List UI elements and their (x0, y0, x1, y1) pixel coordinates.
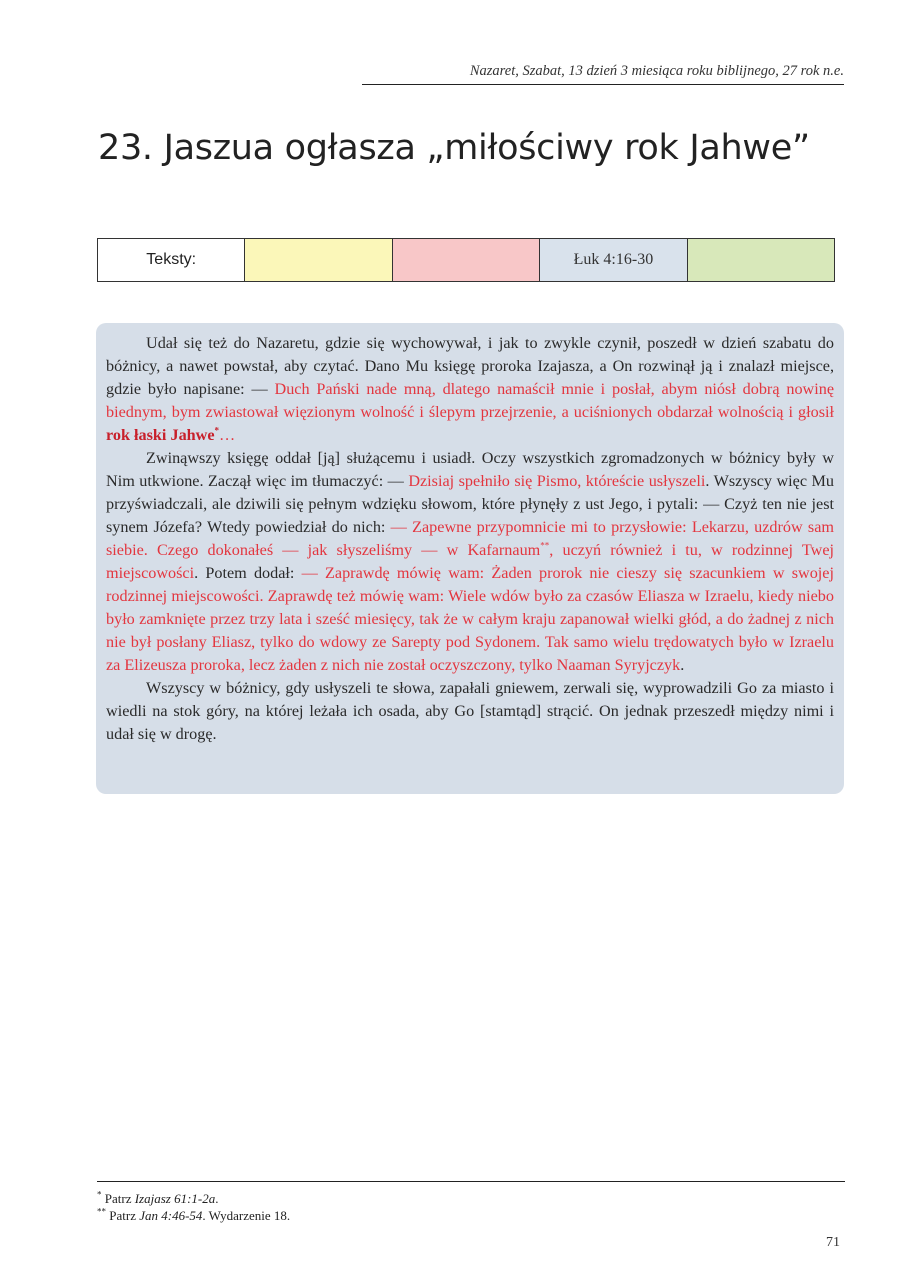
p2-quote-d: — Zaprawdę mówię wam: Żaden prorok nie cieszy się szacunkiem w swojej rodzinnej miejscowości. Zaprawdę też mówię wam: Wiele wdów było za czasów Eliasza w Izraelu, kiedy niebo było zamknięte przez trzy lata i sześć miesięcy, tak że w całym kraju zapanował wielki głód, a do żadnej z nich nie był posłany Eliasz, tylko do wdowy ze Sarepty pod Sydonem. Tak samo wielu trędowatych było w Izraelu za Elizeusza proroka, lecz żaden z nich nie został oczyszczony, tylko Naaman Syryjczyk (106, 564, 834, 674)
footnotes (97, 1190, 845, 1224)
footnote-1-prefix: Patrz (104, 1191, 135, 1206)
p1-ellipsis: … (219, 426, 236, 444)
texts-cell-green (687, 239, 834, 281)
gospel-passage (96, 323, 844, 794)
p1-narration: Udał się też do Nazaretu, gdzie się wychowywał, i jak to zwykle czynił, poszedł w dzień szabatu do bóżnicy, a nawet powstał, aby czytać. Dano Mu księgę proroka Izajasza, a On rozwinął ją i znalazł miejsce, gdzie było napisane: — (106, 334, 834, 398)
p2-narration-b: . Wszyscy więc Mu przyświadczali, ale dziwili się pełnym wdzięku słowom, które płynęły z ust Jego, i pytali: — Czyż ten nie jest synem Józefa? Wtedy powiedział do nich: (106, 472, 834, 536)
footnote-2-reference: Jan 4:46-54 (139, 1208, 203, 1223)
p1-quote: Duch Pański nade mną, dlatego namaścił mnie i posłał, abym niósł dobrą nowinę biednym, bym zwiastował więzionym wolność i ślepym przejrzenie, a uciśnionych obdarzał wolnością i głosił (106, 380, 835, 421)
footnote-mark-2: ** (540, 540, 550, 551)
texts-cell-yellow (244, 239, 391, 281)
footnote-rule (97, 1181, 845, 1182)
texts-cell-pink (392, 239, 539, 281)
p2-quote-a: Dzisiaj spełniło się Pismo, któreście usłyszeli (408, 472, 706, 490)
footnote-1 (97, 1190, 845, 1207)
footnote-2-prefix: Patrz (109, 1208, 140, 1223)
footnote-1-reference: Izajasz 61:1-2a (134, 1191, 216, 1206)
p2-end: . (680, 656, 685, 674)
texts-label-cell (98, 239, 244, 281)
passage-paragraph-1 (106, 332, 834, 447)
texts-cell-luke-reference: Łuk 4:16-30 (573, 251, 654, 268)
footnote-1-suffix: . (215, 1191, 219, 1206)
footnote-2-suffix: . Wydarzenie 18. (202, 1208, 291, 1223)
header-rule (362, 84, 844, 85)
footnote-2 (97, 1207, 845, 1224)
texts-cell-luke (539, 239, 686, 281)
texts-table (97, 238, 835, 282)
p2-narration-c: . Potem dodał: (194, 564, 302, 582)
header-location-date: Nazaret, Szabat, 13 dzień 3 miesiąca roku biblijnego, 27 rok n.e. (469, 63, 844, 79)
footnote-2-mark: ** (97, 1206, 106, 1217)
p2-quote-b: — Zapewne przypomnicie mi to przysłowie: Lekarzu, uzdrów sam siebie. Czego dokonałeś — jak słyszeliśmy — w Kafarnaum (106, 518, 834, 559)
p2-narration-a: Zwinąwszy księgę oddał [ją] służącemu i usiadł. Oczy wszystkich zgromadzonych w bóżnicy były w Nim utkwione. Zaczął więc im tłumaczyć: — (106, 449, 834, 490)
footnote-1-mark: * (97, 1189, 102, 1200)
footnote-mark-1: * (214, 425, 220, 436)
p1-emphasis: rok łaski Jahwe (106, 426, 215, 444)
passage-paragraph-2 (106, 447, 834, 677)
passage-paragraph-3: Wszyscy w bóżnicy, gdy usłyszeli te słowa, zapałali gniewem, zerwali się, wyprowadzili Go za miasto i wiedli na stok góry, na której leżała ich osada, aby Go [stamtąd] strącić. On jednak przeszedł między nimi i udał się w drogę. (106, 679, 834, 743)
page-number: 71 (826, 1235, 840, 1250)
p2-quote-c: , uczyń również i tu, w rodzinnej Twej miejscowości (106, 541, 835, 582)
page-title: 23. Jaszua ogłasza „miłościwy rok Jahwe” (98, 128, 810, 168)
texts-label: Teksty: (146, 251, 197, 268)
